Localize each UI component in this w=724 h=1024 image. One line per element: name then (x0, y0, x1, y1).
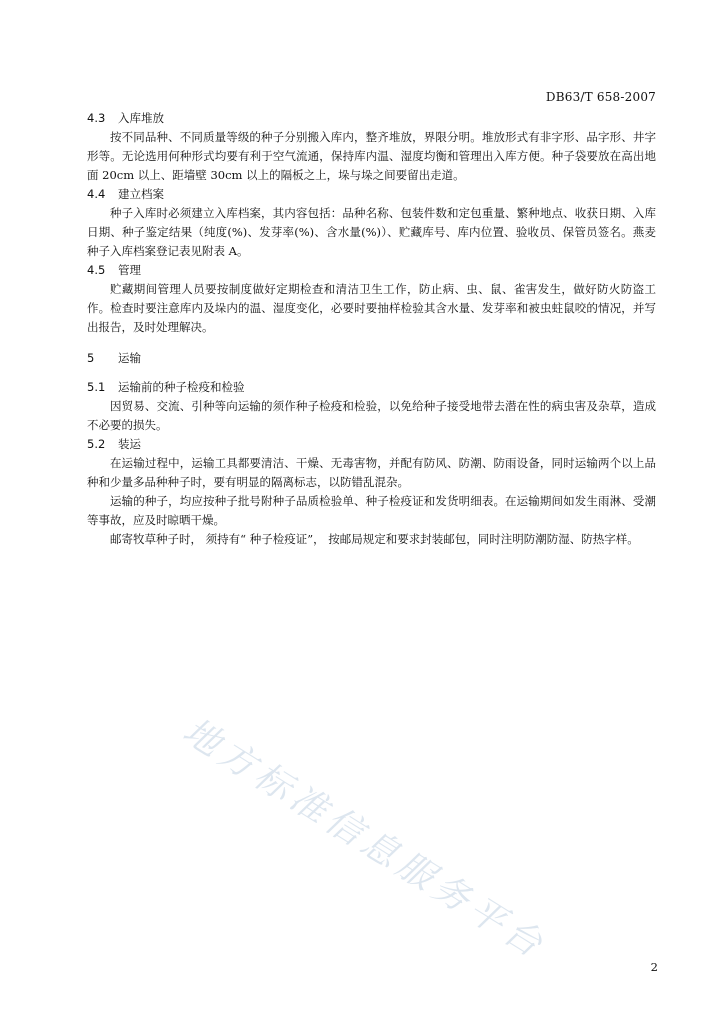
page-number: 2 (650, 960, 658, 974)
paragraph: 种子入库时必须建立入库档案，其内容包括：品种名称、包装件数和定包重量、繁种地点、收获日期、入库日期、种子鉴定结果（纯度(%)、发芽率(%)、含水量(%)）、贮藏库号、库内位置、验收员、保管员签名。燕麦种子入库档案登记表见附表 A。 (87, 206, 656, 258)
document-number: DB63/T 658-2007 (545, 90, 656, 104)
paragraph: 按不同品种、不同质量等级的种子分别搬入库内，整齐堆放，界限分明。堆放形式有非字形、品字形、井字形等。无论选用何种形式均要有利于空气流通，保持库内温、湿度均衡和管理出入库方便。种子袋要放在高出地面 20cm 以上、距墙壁 30cm 以上的隔板之上，垛与垛之间要留出走道。 (87, 130, 656, 182)
section-title: 管理 (118, 263, 141, 277)
chapter-heading-5 (87, 349, 656, 368)
section-number: 4.3 (87, 111, 106, 125)
paragraph: 邮寄牧草种子时， 须持有“ 种子检疫证”， 按邮局规定和要求封装邮包，同时注明防潮防湿、防热字样。 (110, 532, 639, 546)
document-body (87, 109, 656, 549)
paragraph: 贮藏期间管理人员要按制度做好定期检查和清洁卫生工作，防止病、虫、鼠、雀害发生，做好防火防盗工作。检查时要注意库内及垛内的温、湿度变化，必要时要抽样检验其含水量、发芽率和被虫蛀鼠咬的情况，并写出报告，及时处理解决。 (87, 282, 656, 334)
paragraph: 在运输过程中，运输工具都要清洁、干燥、无毒害物，并配有防风、防潮、防雨设备，同时运输两个以上品种和少量多品种种子时，要有明显的隔离标志，以防错乱混杂。 (87, 456, 656, 489)
section-heading-4-4 (87, 185, 656, 204)
section-number: 4.5 (87, 263, 106, 277)
paragraph: 因贸易、交流、引种等向运输的须作种子检疫和检验，以免给种子接受地带去潜在性的病虫害及杂草，造成不必要的损失。 (87, 399, 656, 432)
section-title: 装运 (118, 437, 141, 451)
section-title: 建立档案 (118, 187, 164, 201)
section-heading-4-5 (87, 261, 656, 280)
watermark: 地方标准信息服务平台 (175, 710, 554, 969)
section-heading-4-3 (87, 109, 656, 128)
section-number: 5 (87, 351, 95, 365)
section-heading-5-2 (87, 435, 656, 454)
section-number: 5.2 (87, 437, 106, 451)
paragraph: 运输的种子，均应按种子批号附种子品质检验单、种子检疫证和发货明细表。在运输期间如发生雨淋、受潮等事故，应及时晾晒干燥。 (87, 494, 656, 527)
section-title: 入库堆放 (118, 111, 164, 125)
section-title: 运输 (118, 351, 141, 365)
section-number: 5.1 (87, 380, 106, 394)
section-title: 运输前的种子检疫和检验 (118, 380, 245, 394)
section-heading-5-1 (87, 378, 656, 397)
section-number: 4.4 (87, 187, 106, 201)
